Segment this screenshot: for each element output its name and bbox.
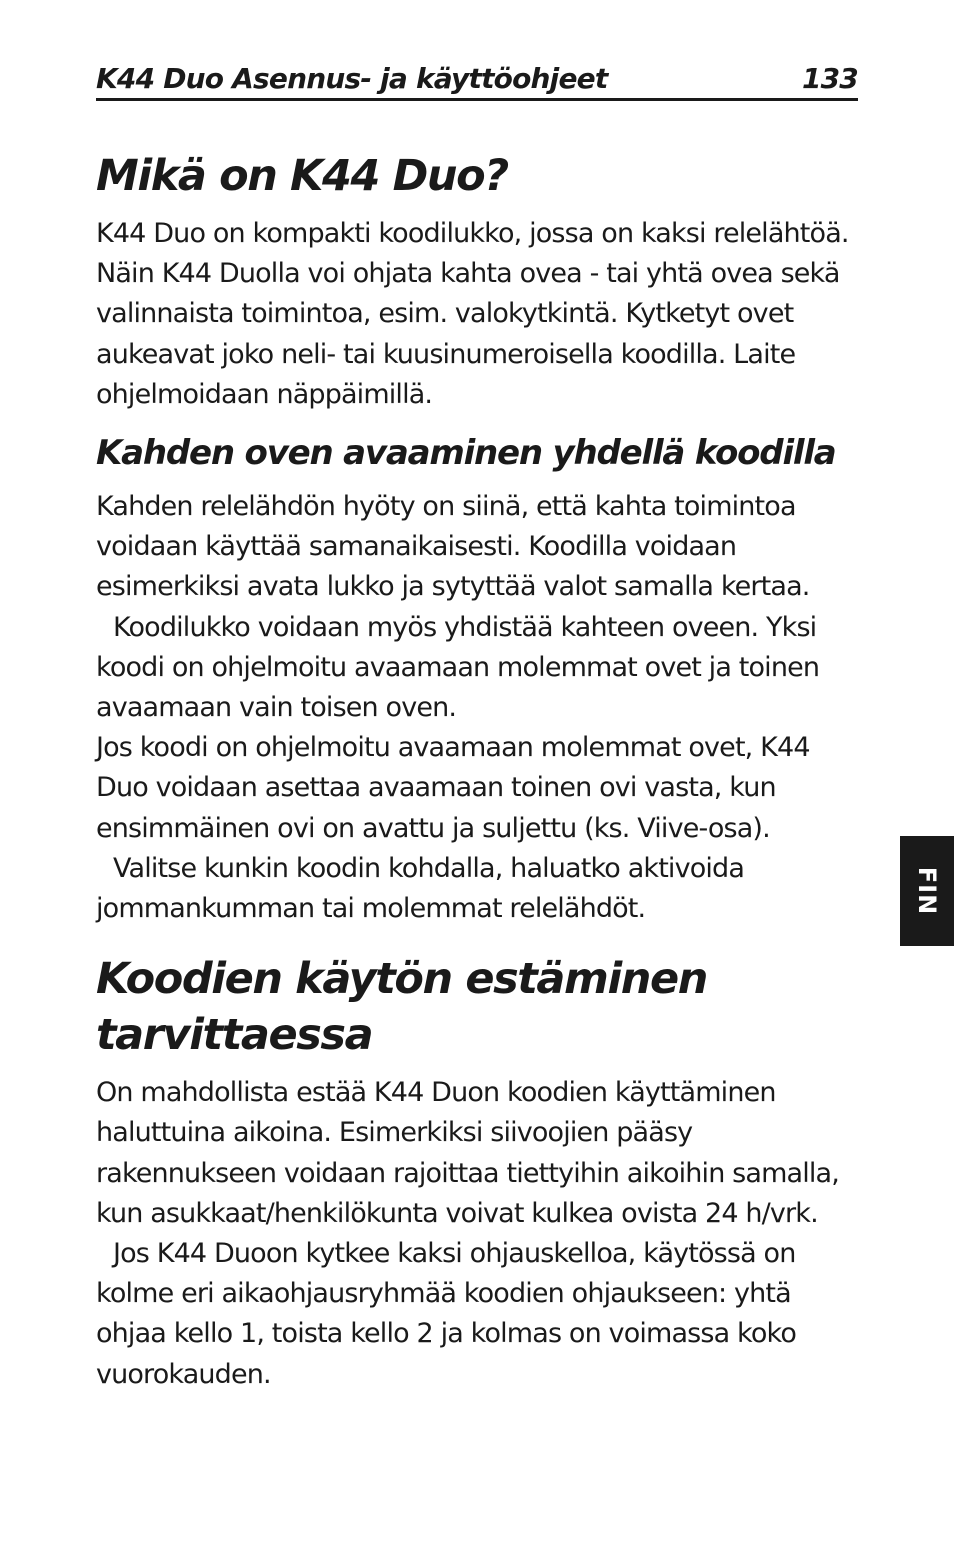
paragraph-two-relays: Kahden relelähdön hyöty on siinä, että kahta toimintoa voidaan käyttää samanaikaisesti. Koodilla voidaan esimerkiksi avata lukko ja sytyttää valot samalla kertaa. (96, 491, 810, 603)
paragraph-choose-relays: Valitse kunkin koodin kohdalla, haluatko aktivoida jommankumman tai molemmat relelähdöt. (96, 852, 745, 925)
paragraph-two-doors: Koodilukko voidaan myös yhdistää kahteen oveen. Yksi koodi on ohjelmoitu avaamaan molemmat ovet ja toinen avaamaan vain toisen oven. (96, 611, 820, 724)
paragraph-restrict: On mahdollista estää K44 Duon koodien käyttäminen haluttuina aikoina. Esimerkiksi siivoojien pääsy rakennukseen voidaan rajoittaa tiettyihin aikoihin samalla, kun asukkaat/henkilökunta voivat kulkea ovista 24 h/vrk. (96, 1077, 839, 1229)
paragraph-intro: K44 Duo on kompakti koodilukko, jossa on kaksi relelähtöä. Näin K44 Duolla voi ohjata kahta ovea - tai yhtä ovea sekä valinnaista toimintoa, esim. valokytkintä. Kytketyt ovet aukeavat joko neli- tai kuusinumeroisella koodilla. Laite ohjelmoidaan näppäimillä. (96, 218, 849, 410)
language-tab-label: FIN (912, 866, 941, 916)
section-heading-restrict-codes: Koodien käytön estäminen tarvittaessa (96, 954, 707, 1061)
language-tab (900, 836, 954, 946)
subheading-two-doors: Kahden oven avaaminen yhdellä koodilla (96, 433, 836, 474)
paragraph-clocks: Jos K44 Duoon kytkee kaksi ohjauskelloa, käytössä on kolme eri aikaohjausryhmää koodien ohjaukseen: yhtä ohjaa kello 1, toista kello 2 ja kolmas on voimassa koko vuorokauden. (96, 1238, 797, 1390)
section-heading-what-is-k44: Mikä on K44 Duo? (96, 151, 508, 201)
paragraph-delay: Jos koodi on ohjelmoitu avaamaan molemmat ovet, K44 Duo voidaan asettaa avaamaan toinen ovi vasta, kun ensimmäinen ovi on avattu ja suljettu (ks. Viive-osa). (96, 732, 810, 844)
page-number: 133 (801, 62, 858, 95)
header-title: K44 Duo Asennus- ja käyttöohjeet (96, 62, 608, 95)
running-header (96, 62, 858, 101)
page-content (96, 148, 860, 1395)
